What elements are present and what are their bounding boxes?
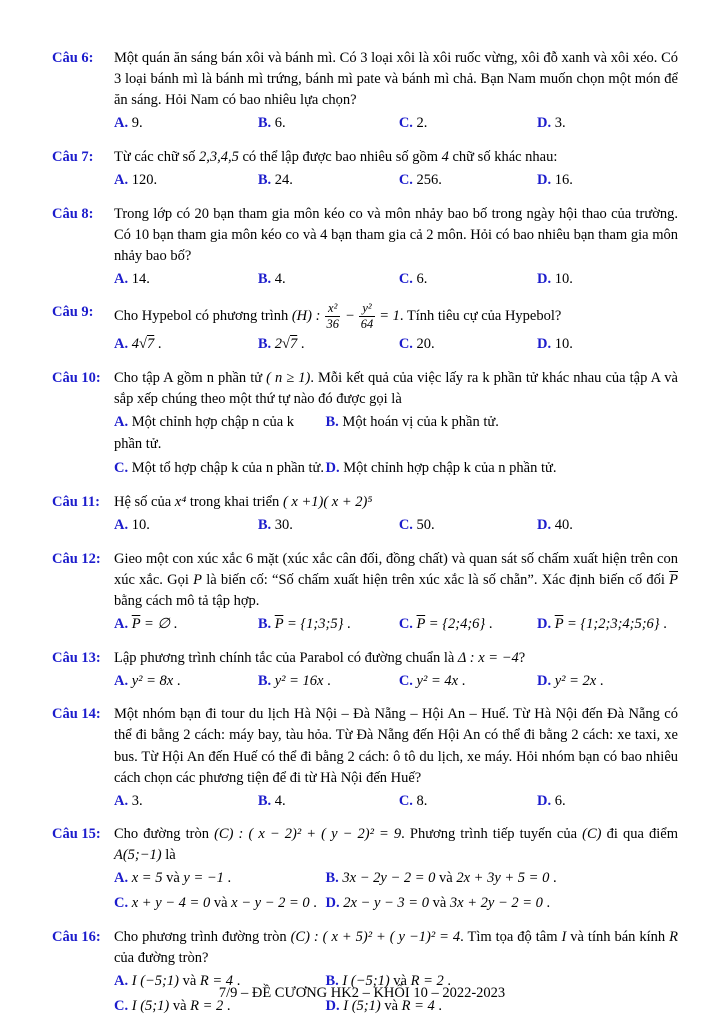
text-run: . Tìm tọa độ tâm	[460, 928, 562, 945]
question	[52, 648, 678, 693]
option-letter: A.	[114, 270, 132, 287]
math-run: (C)	[582, 826, 602, 843]
option-letter: D.	[536, 336, 555, 353]
math-run: x − y − 2 = 0	[231, 895, 310, 912]
question-number: Câu 8:	[52, 205, 94, 222]
question	[52, 549, 678, 636]
answer-option	[258, 334, 399, 356]
question-number: Câu 9:	[52, 304, 94, 321]
option-letter: A.	[114, 171, 132, 188]
text-run: 10.	[554, 270, 573, 287]
math-run: (C) : ( x − 2)² + ( y − 2)² = 9	[214, 826, 402, 843]
math-run: $\overline{P}$	[669, 571, 678, 588]
answer-option	[114, 614, 258, 636]
question-number: Câu 11:	[52, 494, 100, 511]
option-letter: B.	[257, 792, 275, 809]
option-letter: A.	[114, 615, 132, 632]
text-run: Một nhóm bạn đi tour du lịch Hà Nội – Đà Nẵng – Hội An – Huế. Từ Hà Nội đến Đà Nẵng có thể đi bằng 2 cách: máy bay, tàu hỏa. Từ Đà Nẵng đến Hội An có thể đi bằng 2 cách: xe taxi, xe bus. Từ Hội An đến Huế có thể đi bằng 2 cách: ô tô du lịch, xe máy. Hỏi nhóm bạn có bao nhiêu cách chọn các phương tiện để đi từ Hà Nội đến Huế?	[114, 706, 678, 786]
math-run: 2x + 3y + 5 = 0	[456, 870, 550, 887]
answer-option	[114, 671, 258, 693]
text-run: .	[343, 615, 351, 632]
option-letter: C.	[114, 997, 132, 1014]
text-run: Gieo một con xúc xắc 6 mặt (xúc xắc cân đối, đồng chất) và quan sát số chấm xuất hiện trên con xúc xắc. Gọi	[114, 550, 678, 588]
text-run: chữ số khác nhau:	[448, 148, 558, 165]
math-run: Δ : x = −4	[457, 649, 519, 666]
question-text	[114, 204, 678, 267]
text-run: 9.	[131, 115, 143, 132]
text-run: 4.	[274, 270, 286, 287]
math-run: = ∅	[140, 615, 171, 632]
answer-option	[537, 269, 678, 291]
question-number: Câu 10:	[52, 369, 101, 386]
option-letter: B.	[325, 972, 343, 989]
options-row	[114, 515, 678, 537]
option-letter: B.	[257, 270, 275, 287]
answer-option	[114, 791, 258, 813]
answer-option	[326, 458, 679, 480]
text-run: .	[233, 972, 241, 989]
math-run: (C) : ( x + 5)² + ( y −1)² = 4	[290, 928, 461, 945]
question	[52, 204, 678, 291]
text-run: 6.	[416, 270, 428, 287]
math-run: x⁴	[174, 494, 187, 511]
option-letter: A.	[114, 672, 132, 689]
text-run: Từ các chữ số	[114, 148, 199, 165]
text-run: .	[434, 997, 443, 1014]
answer-option	[399, 791, 537, 813]
text-run: của đường tròn?	[114, 949, 209, 966]
text-run: Trong lớp có 20 bạn tham gia môn kéo co và môn nhảy bao bố trong ngày hội thao của trường. Có 10 bạn tham gia môn kéo co và 4 bạn tham gia cả 2 môn. Hỏi có bao nhiêu bạn tham gia môn nhảy bao bố?	[114, 205, 678, 264]
question-text	[114, 824, 678, 866]
text-run: .	[154, 336, 162, 353]
fraction: $\frac{\text{x²}}{36}$	[326, 301, 339, 331]
math-run: P	[193, 571, 202, 588]
text-run: 120.	[131, 171, 158, 188]
option-letter: B.	[257, 517, 275, 534]
text-run: 24.	[274, 171, 293, 188]
math-run: y = −1	[183, 870, 224, 887]
text-run: .	[323, 672, 331, 689]
math-run: I (−5;1)	[342, 972, 390, 989]
text-run: đi qua điểm	[601, 826, 678, 843]
option-letter: B.	[257, 336, 275, 353]
math-run: = {1;2;3;4;5;6}	[563, 615, 660, 632]
text-run: Một quán ăn sáng bán xôi và bánh mì. Có 3 loại xôi là xôi ruốc vừng, xôi đỗ xanh và xôi xéo. Có 3 loại bánh mì là bánh mì trứng, bánh mì pate và bánh mì chả. Bạn Nam muốn chọn một món để ăn sáng. Hỏi Nam có bao nhiêu lựa chọn?	[114, 50, 678, 109]
question-number: Câu 6:	[52, 50, 94, 66]
text-run: 50.	[416, 517, 435, 534]
text-run: và	[435, 870, 457, 887]
answer-option	[114, 893, 326, 915]
answer-option	[258, 671, 399, 693]
options-row	[114, 269, 678, 291]
option-letter: D.	[536, 517, 555, 534]
math-run: ( n ≥ 1)	[266, 369, 311, 386]
question-main	[114, 704, 678, 812]
math-run: y² = 4x	[416, 672, 459, 689]
math-run: $\overline{P}$	[416, 615, 426, 632]
answer-option	[537, 334, 678, 356]
text-run: là	[161, 847, 176, 864]
math-run: R = 2	[410, 972, 444, 989]
option-letter: C.	[398, 615, 417, 632]
text-run: 8.	[416, 792, 428, 809]
option-letter: D.	[325, 997, 344, 1014]
math-run: 3x + 2y − 2 = 0	[449, 895, 543, 912]
text-run: Một chỉnh hợp chập k của n phần tử.	[343, 460, 557, 477]
text-run: Một chỉnh hợp chập n của k phần tử.	[114, 413, 295, 452]
text-run: .	[443, 972, 451, 989]
text-run: .	[542, 895, 551, 912]
text-run: ?	[518, 649, 526, 666]
math-run: I (−5;1)	[131, 972, 179, 989]
text-run: Cho tập A gồm n phần tử	[114, 369, 267, 386]
option-letter: D.	[536, 115, 555, 132]
text-run: 3.	[554, 115, 566, 132]
answer-option	[114, 458, 326, 480]
text-run: . Phương trình tiếp tuyến của	[401, 826, 583, 843]
option-letter: A.	[114, 870, 132, 887]
math-run: y² = 8x	[131, 672, 174, 689]
math-run: R = 4	[401, 997, 435, 1014]
answer-option	[258, 614, 399, 636]
answer-option	[537, 113, 678, 135]
square-root: √7	[138, 336, 155, 353]
text-run: 10.	[131, 517, 150, 534]
text-run: .	[596, 672, 604, 689]
math-run: I (5;1)	[343, 997, 381, 1014]
option-letter: C.	[398, 792, 417, 809]
answer-option	[326, 412, 679, 456]
options-row	[114, 614, 678, 636]
question-number: Câu 12:	[52, 550, 101, 567]
square-root: √7	[281, 336, 298, 353]
question-text	[114, 48, 678, 111]
math-run: A(5;−1)	[114, 847, 162, 864]
text-run: .	[223, 997, 231, 1014]
text-run: và	[428, 895, 450, 912]
math-run: R	[669, 928, 678, 945]
math-run: = 1	[379, 308, 400, 325]
question-main	[114, 302, 678, 356]
math-run: 2,3,4,5	[198, 148, 239, 165]
option-letter: D.	[536, 270, 555, 287]
math-run: R = 4	[199, 972, 234, 989]
question-number: Câu 14:	[52, 706, 101, 723]
answer-option	[537, 671, 678, 693]
text-run: và	[178, 972, 200, 989]
text-run: Cho đường tròn	[114, 826, 215, 843]
math-run: 3x − 2y − 2 = 0	[342, 870, 436, 887]
text-run: .	[309, 895, 317, 912]
math-run: $\overline{P}$	[274, 615, 284, 632]
math-run: x = 5	[131, 870, 163, 887]
text-run: và	[210, 895, 232, 912]
text-run: là biến cố: “Số chấm xuất hiện trên xúc xắc là số chẵn”. Xác định biến cố đối	[201, 571, 670, 588]
question	[52, 492, 678, 537]
text-run: 10.	[554, 336, 573, 353]
option-letter: B.	[325, 870, 343, 887]
question-text	[114, 147, 678, 168]
question	[52, 48, 678, 135]
question	[52, 704, 678, 812]
option-letter: A.	[114, 336, 132, 353]
options-row	[114, 671, 678, 693]
option-letter: D.	[536, 615, 555, 632]
text-run: Cho phương trình đường tròn	[114, 928, 291, 945]
option-letter: D.	[536, 171, 555, 188]
answer-option	[537, 791, 678, 813]
options-row	[114, 868, 678, 915]
text-run: 2.	[416, 115, 428, 132]
text-run: và tính bán kính	[566, 928, 670, 945]
answer-option	[114, 515, 258, 537]
answer-option	[258, 269, 399, 291]
option-letter: C.	[398, 672, 417, 689]
answer-option	[399, 269, 537, 291]
answer-option	[326, 868, 679, 890]
text-run: 16.	[554, 171, 573, 188]
option-letter: C.	[398, 336, 417, 353]
option-letter: C.	[398, 115, 417, 132]
answer-option	[399, 113, 537, 135]
answer-option	[537, 170, 678, 192]
text-run: và	[169, 997, 191, 1014]
answer-option	[537, 614, 678, 636]
option-letter: A.	[114, 413, 132, 430]
option-letter: D.	[536, 672, 555, 689]
text-run: .	[173, 672, 181, 689]
options-row	[114, 791, 678, 813]
answer-option	[326, 893, 679, 915]
answer-option	[399, 614, 537, 636]
answer-option	[399, 170, 537, 192]
answer-option	[258, 113, 399, 135]
math-run: = {2;4;6}	[425, 615, 486, 632]
text-run: Lập phương trình chính tắc của Parabol có đường chuẩn là	[114, 649, 458, 666]
math-run: 2	[274, 336, 282, 353]
option-letter: C.	[398, 171, 417, 188]
text-run: Một tổ hợp chập k của n phần tử.	[131, 460, 325, 477]
text-run: Cho Hypebol có phương trình	[114, 308, 292, 325]
option-letter: A.	[114, 517, 132, 534]
option-letter: B.	[257, 615, 275, 632]
question-main	[114, 648, 678, 693]
text-run: . Tính tiêu cự của Hypebol?	[399, 308, 562, 325]
math-run: $\overline{P}$	[554, 615, 564, 632]
question	[52, 147, 678, 192]
text-run: 20.	[416, 336, 435, 353]
question-text	[114, 927, 678, 969]
option-letter: C.	[398, 270, 417, 287]
option-letter: C.	[114, 460, 132, 477]
option-letter: C.	[398, 517, 417, 534]
question-main	[114, 147, 678, 192]
question-number: Câu 15:	[52, 826, 101, 843]
question-main	[114, 368, 678, 480]
text-run: Hệ số của	[114, 494, 175, 511]
question	[52, 302, 678, 356]
question-number: Câu 13:	[52, 649, 101, 666]
option-letter: B.	[257, 672, 275, 689]
text-run: .	[170, 615, 178, 632]
text-run: .	[549, 870, 557, 887]
text-run: Một hoán vị của k phần tử.	[342, 413, 499, 430]
math-run: ( x +1)( x + 2)⁵	[282, 494, 373, 511]
math-run: 2x − y − 3 = 0	[343, 895, 429, 912]
question-text	[114, 549, 678, 612]
question-text	[114, 368, 678, 410]
text-run: 256.	[416, 171, 442, 188]
answer-option	[258, 170, 399, 192]
question-main	[114, 824, 678, 915]
text-run: 30.	[274, 517, 293, 534]
question-main	[114, 549, 678, 636]
text-run: bằng cách mô tả tập hợp.	[114, 592, 260, 609]
option-letter: A.	[114, 972, 132, 989]
answer-option	[114, 868, 326, 890]
text-run: . Mỗi kết quả của việc lấy ra k phần tử khác nhau của tập A và sắp xếp chúng theo một thứ tự nào đó được gọi là	[114, 369, 678, 407]
answer-option	[258, 515, 399, 537]
math-run: I	[561, 928, 567, 945]
page-footer: 7/9 – ĐỀ CƯƠNG HK2 – KHỐI 10 – 2022-2023	[218, 985, 506, 1001]
options-row	[114, 412, 678, 480]
question-main	[114, 492, 678, 537]
options-row	[114, 334, 678, 356]
answer-option	[114, 113, 258, 135]
math-run: y² = 2x	[554, 672, 597, 689]
option-letter: B.	[257, 171, 275, 188]
option-letter: C.	[114, 895, 132, 912]
text-run: 14.	[131, 270, 150, 287]
text-run: và	[380, 997, 402, 1014]
text-run: và	[162, 870, 184, 887]
text-run: .	[458, 672, 466, 689]
option-letter: A.	[114, 115, 132, 132]
math-run: y² = 16x	[274, 672, 324, 689]
text-run: .	[297, 336, 305, 353]
math-run: I (5;1)	[131, 997, 170, 1014]
options-row	[114, 170, 678, 192]
option-letter: D.	[325, 460, 344, 477]
text-run: .	[485, 615, 493, 632]
question	[52, 824, 678, 915]
math-run: −	[344, 308, 355, 325]
question-main	[114, 204, 678, 291]
answer-option	[399, 671, 537, 693]
math-run: 4	[131, 336, 139, 353]
text-run: có thể lập được bao nhiêu số gồm	[238, 148, 442, 165]
math-run: = {1;3;5}	[283, 615, 344, 632]
text-run: 40.	[554, 517, 573, 534]
fraction: $\frac{\text{y²}}{64}$	[360, 301, 374, 331]
question-number: Câu 16:	[52, 928, 101, 945]
answer-option	[114, 170, 258, 192]
math-run: (H) :	[291, 308, 321, 325]
option-letter: B.	[325, 413, 343, 430]
option-letter: D.	[325, 895, 344, 912]
question	[52, 927, 678, 1018]
text-run: .	[659, 615, 667, 632]
math-run: 4	[441, 148, 449, 165]
text-run: 3.	[131, 792, 143, 809]
answer-option	[399, 515, 537, 537]
answer-option	[114, 412, 326, 456]
answer-option	[399, 334, 537, 356]
text-run: 6.	[274, 115, 286, 132]
question-main	[114, 48, 678, 135]
answer-option	[114, 334, 258, 356]
question-text	[114, 704, 678, 788]
question	[52, 368, 678, 480]
math-run: $\overline{P}$	[131, 615, 141, 632]
answer-option	[258, 791, 399, 813]
question-main	[114, 927, 678, 1018]
option-letter: A.	[114, 792, 132, 809]
text-run: 6.	[554, 792, 566, 809]
option-letter: B.	[257, 115, 275, 132]
math-run: x + y − 4 = 0	[131, 895, 211, 912]
text-run: và	[389, 972, 411, 989]
math-run: R = 2	[190, 997, 224, 1014]
question-number: Câu 7:	[52, 148, 94, 165]
text-run: trong khai triển	[186, 494, 283, 511]
text-run: 4.	[274, 792, 286, 809]
question-text	[114, 302, 678, 332]
question-text	[114, 648, 678, 669]
option-letter: D.	[536, 792, 555, 809]
answer-option	[114, 269, 258, 291]
answer-option	[537, 515, 678, 537]
text-run: .	[223, 870, 232, 887]
question-text	[114, 492, 678, 513]
options-row	[114, 113, 678, 135]
